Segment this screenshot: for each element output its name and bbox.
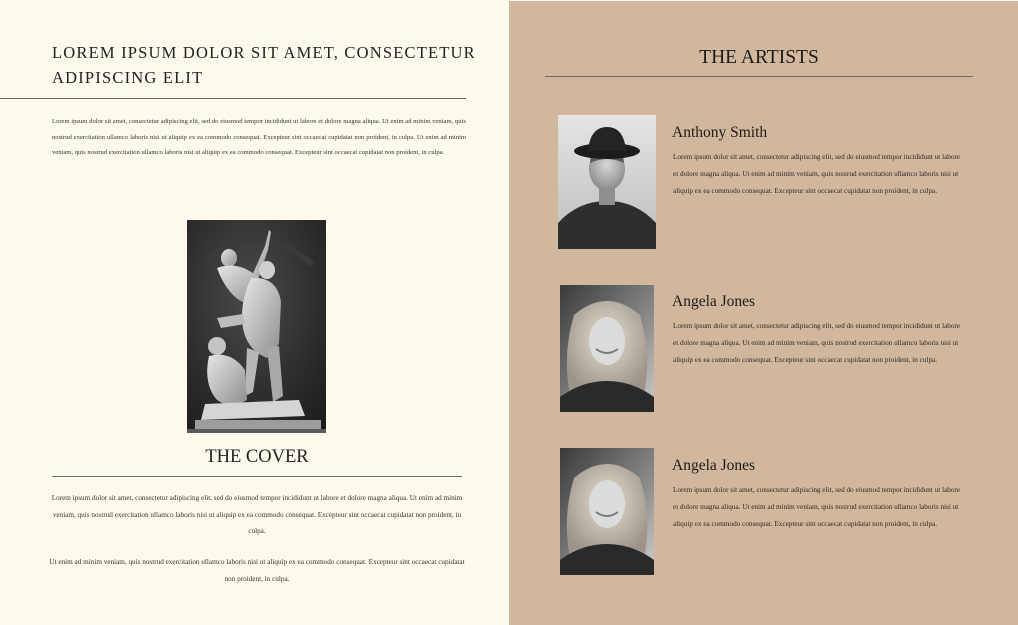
artist-portrait-angela-jones [560,448,654,575]
artist-name: Angela Jones [672,457,756,474]
page-headline: LOREM IPSUM DOLOR SIT AMET, CONSECTETUR ADIPISCING ELIT [52,43,476,87]
cover-paragraph-1: Lorem ipsum dolor sit amet, consectetur adipiscing elit, sed do eiusmod tempor incididunt ut labore et dolore magna aliqua. Ut enim ad minim veniam, quis nostrud exercitation ullamco laboris nisi ut aliquip ex ea commodo consequat. Excepteur sint occaecat cupidatat non proident, in culpa. [51,494,463,535]
artists-rule [545,76,973,77]
cover-rule [52,476,462,477]
artist-portrait-anthony-smith [558,115,656,249]
artist-portrait-angela-jones [560,285,654,412]
headline-rule [0,98,466,99]
artist-bio: Lorem ipsum dolor sit amet, consectetur adipiscing elit, sed do eiusmod tempor incididunt ut labore et dolore magna aliqua. Ut enim ad minim veniam, quis nostrud exercitation ullamco laboris nisi ut aliquip ex ea commodo consequat. Excepteur sint occaecat cupidatat non proident, in culpa. [673,153,961,195]
cover-paragraph-2: Ut enim ad minim veniam, quis nostrud exercitation ullamco laboris nisi ut aliquip ex ea commodo consequat. Excepteur sint occaecat cupidatat non proident, in culpa. [49,558,465,583]
artist-name: Angela Jones [672,293,756,310]
artist-name: Anthony Smith [672,124,768,141]
cover-statue-photo [187,220,326,433]
intro-paragraph: Lorem ipsum dolor sit amet, consectetur adipiscing elit, sed do eiusmod tempor incididunt ut labore et dolore magna aliqua. Ut enim ad minim veniam, quis nostrud exercitation ullamco laboris nisi ut aliquip ex ea commodo consequat. Excepteur sint occaecat cupidatat non proident, in culpa. Ut enim ad minim veniam, quis nostrud exercitation ullamco laboris nisi ut aliquip ex ea commodo consequat. Excepteur sint occaecat cupidatat non proident, in culpa. [52,118,466,157]
artist-bio: Lorem ipsum dolor sit amet, consectetur adipiscing elit, sed do eiusmod tempor incididunt ut labore et dolore magna aliqua. Ut enim ad minim veniam, quis nostrud exercitation ullamco laboris nisi ut aliquip ex ea commodo consequat. Excepteur sint occaecat cupidatat non proident, in culpa. [673,486,961,528]
cover-title: THE COVER [205,447,309,467]
artist-bio: Lorem ipsum dolor sit amet, consectetur adipiscing elit, sed do eiusmod tempor incididunt ut labore et dolore magna aliqua. Ut enim ad minim veniam, quis nostrud exercitation ullamco laboris nisi ut aliquip ex ea commodo consequat. Excepteur sint occaecat cupidatat non proident, in culpa. [673,322,961,364]
artists-title: THE ARTISTS [699,47,819,68]
